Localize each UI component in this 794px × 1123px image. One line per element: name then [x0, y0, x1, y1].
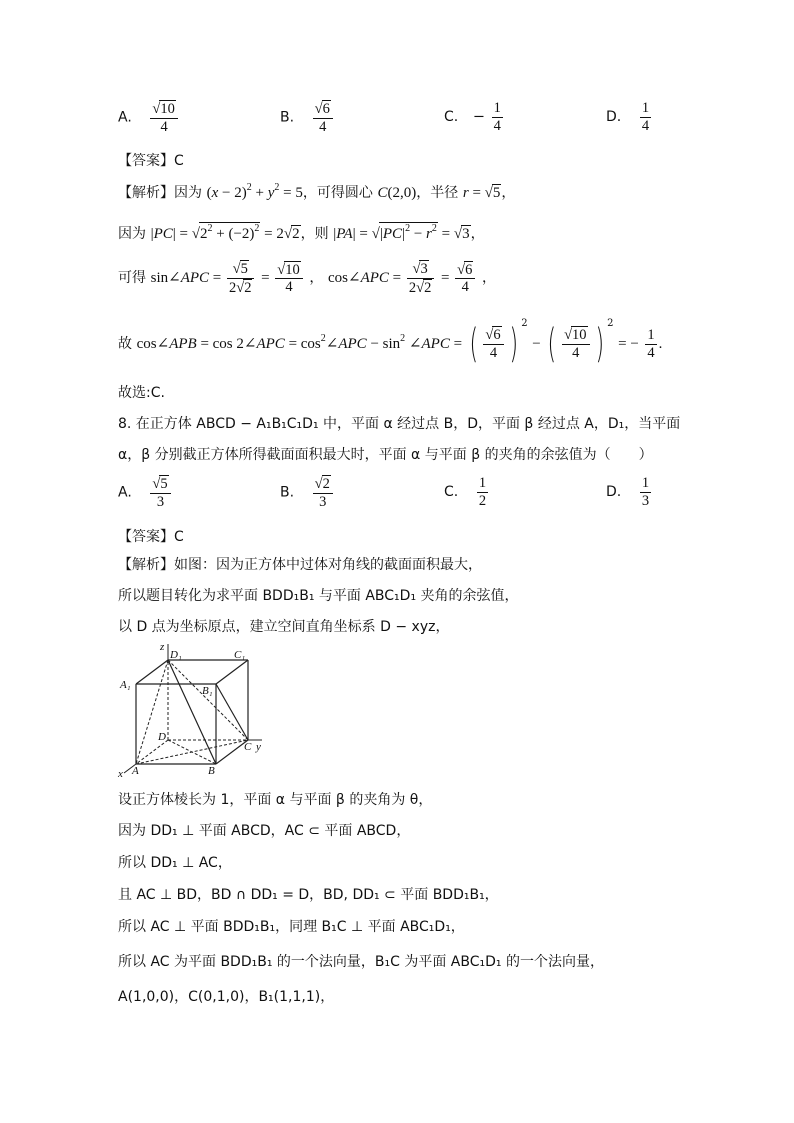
label-C1: C₁ [234, 649, 246, 661]
q8-step7: A(1,0,0)，C(0,1,0)，B₁(1,1,1)， [118, 989, 335, 1005]
q8-analysis-line2: 所以题目转化为求平面 BDD₁B₁ 与平面 ABC₁D₁ 夹角的余弦值， [118, 588, 519, 604]
q7-option-c: C. − $\frac{1}{4}$ [444, 100, 501, 134]
q8-analysis-line3: 以 D 点为坐标原点，建立空间直角坐标系 D − xyz， [118, 619, 450, 635]
q8-analysis-line1: 【解析】如图：因为正方体中过体对角线的截面面积最大， [118, 557, 482, 573]
diag-D1-C [168, 660, 248, 740]
q8-step3: 所以 DD₁ ⊥ AC， [118, 855, 232, 871]
q7-analysis-line1: 【解析】因为 $(x - 2)^2 + y^2 = 5$，可得圆心 C(2,0)，半径 r = √5， [118, 182, 516, 201]
edge-A1-D1 [136, 660, 168, 684]
q8-stem-line1: 8. 在正方体 ABCD − A₁B₁C₁D₁ 中，平面 α 经过点 B，D，平面 β 经过点 A，D₁，当平面 [118, 416, 681, 432]
q7-option-d-fraction: $\frac{1}{4}$ [641, 100, 650, 134]
q7-analysis-line3: 可得 sin∠APC = $\frac{√5}{2√2}$ = $\frac{√10}{4}$ ， cos∠APC = $\frac{√3}{2√2}$ = $\frac{√6}{4}$ ， [118, 261, 496, 296]
q8-step2: 因为 DD₁ ⊥ 平面 ABCD，AC ⊂ 平面 ABCD， [118, 823, 411, 839]
q7-option-b: B. $\frac{√6}{4}$ [280, 100, 335, 135]
label-D1: D₁ [170, 649, 182, 661]
edge-B1-C1 [216, 660, 248, 684]
label-y: y [256, 741, 261, 753]
label-D: D [158, 731, 166, 743]
q8-step1: 设正方体棱长为 1，平面 α 与平面 β 的夹角为 θ， [118, 792, 433, 808]
q8-step5: 所以 AC ⊥ 平面 BDD₁B₁，同理 B₁C ⊥ 平面 ABC₁D₁， [118, 919, 465, 935]
q7-option-c-fraction: $\frac{1}{4}$ [493, 100, 501, 134]
q8-stem-line2: α，β 分别截正方体所得截面面积最大时，平面 α 与平面 β 的夹角的余弦值为（ ） [118, 447, 653, 463]
q7-option-a-fraction: $\frac{√10}{4}$ [150, 100, 177, 135]
q7-answer: 【答案】C [118, 153, 184, 169]
q7-conclusion: 故选:C. [118, 385, 165, 401]
cube-figure [112, 640, 272, 780]
label-A: A [132, 765, 139, 777]
diag-D1-A [136, 660, 168, 764]
diag-D1-B [168, 660, 216, 764]
diag-B1-C [216, 684, 248, 740]
q8-step6: 所以 AC 为平面 BDD₁B₁ 的一个法向量，B₁C 为平面 ABC₁D₁ 的一个法向量， [118, 954, 604, 970]
q8-option-c: C. $\frac{1}{2}$ [444, 475, 487, 509]
label-B1: B₁ [202, 685, 213, 697]
q7-option-d: D. $\frac{1}{4}$ [606, 100, 650, 134]
q7-option-a: A. $\frac{√10}{4}$ [118, 100, 180, 135]
q8-option-b: B. $\frac{√2}{3}$ [280, 475, 335, 510]
q7-analysis-line4: 故 cos∠APB = cos 2∠APC = $\cos^2\angle APC - \sin^2$ ∠APC = ( $\frac{√6}{4}$ ) $^2$ − ( $\frac{√10}{4}$ ) $^2$ = − $\frac{1}{4}$ . [118, 318, 663, 367]
label-B: B [208, 765, 215, 777]
label-C: C [244, 741, 252, 753]
q7-option-b-fraction: $\frac{√6}{4}$ [313, 100, 333, 135]
label-A1: A₁ [120, 679, 131, 691]
q8-answer: 【答案】C [118, 529, 184, 545]
q8-option-a: A. $\frac{√5}{3}$ [118, 475, 173, 510]
q8-step4: 且 AC ⊥ BD，BD ∩ DD₁ = D，BD, DD₁ ⊂ 平面 BDD₁B₁， [118, 887, 499, 903]
label-x: x [118, 768, 123, 780]
label-z: z [160, 641, 165, 653]
q8-option-d: D. $\frac{1}{3}$ [606, 475, 650, 509]
q7-analysis-line2: 因为 $|PC| = √2^2 + (-2)^2 = 2√2$，则 $|PA| = √|PC|^2 - r^2 = √3$， [118, 223, 485, 242]
